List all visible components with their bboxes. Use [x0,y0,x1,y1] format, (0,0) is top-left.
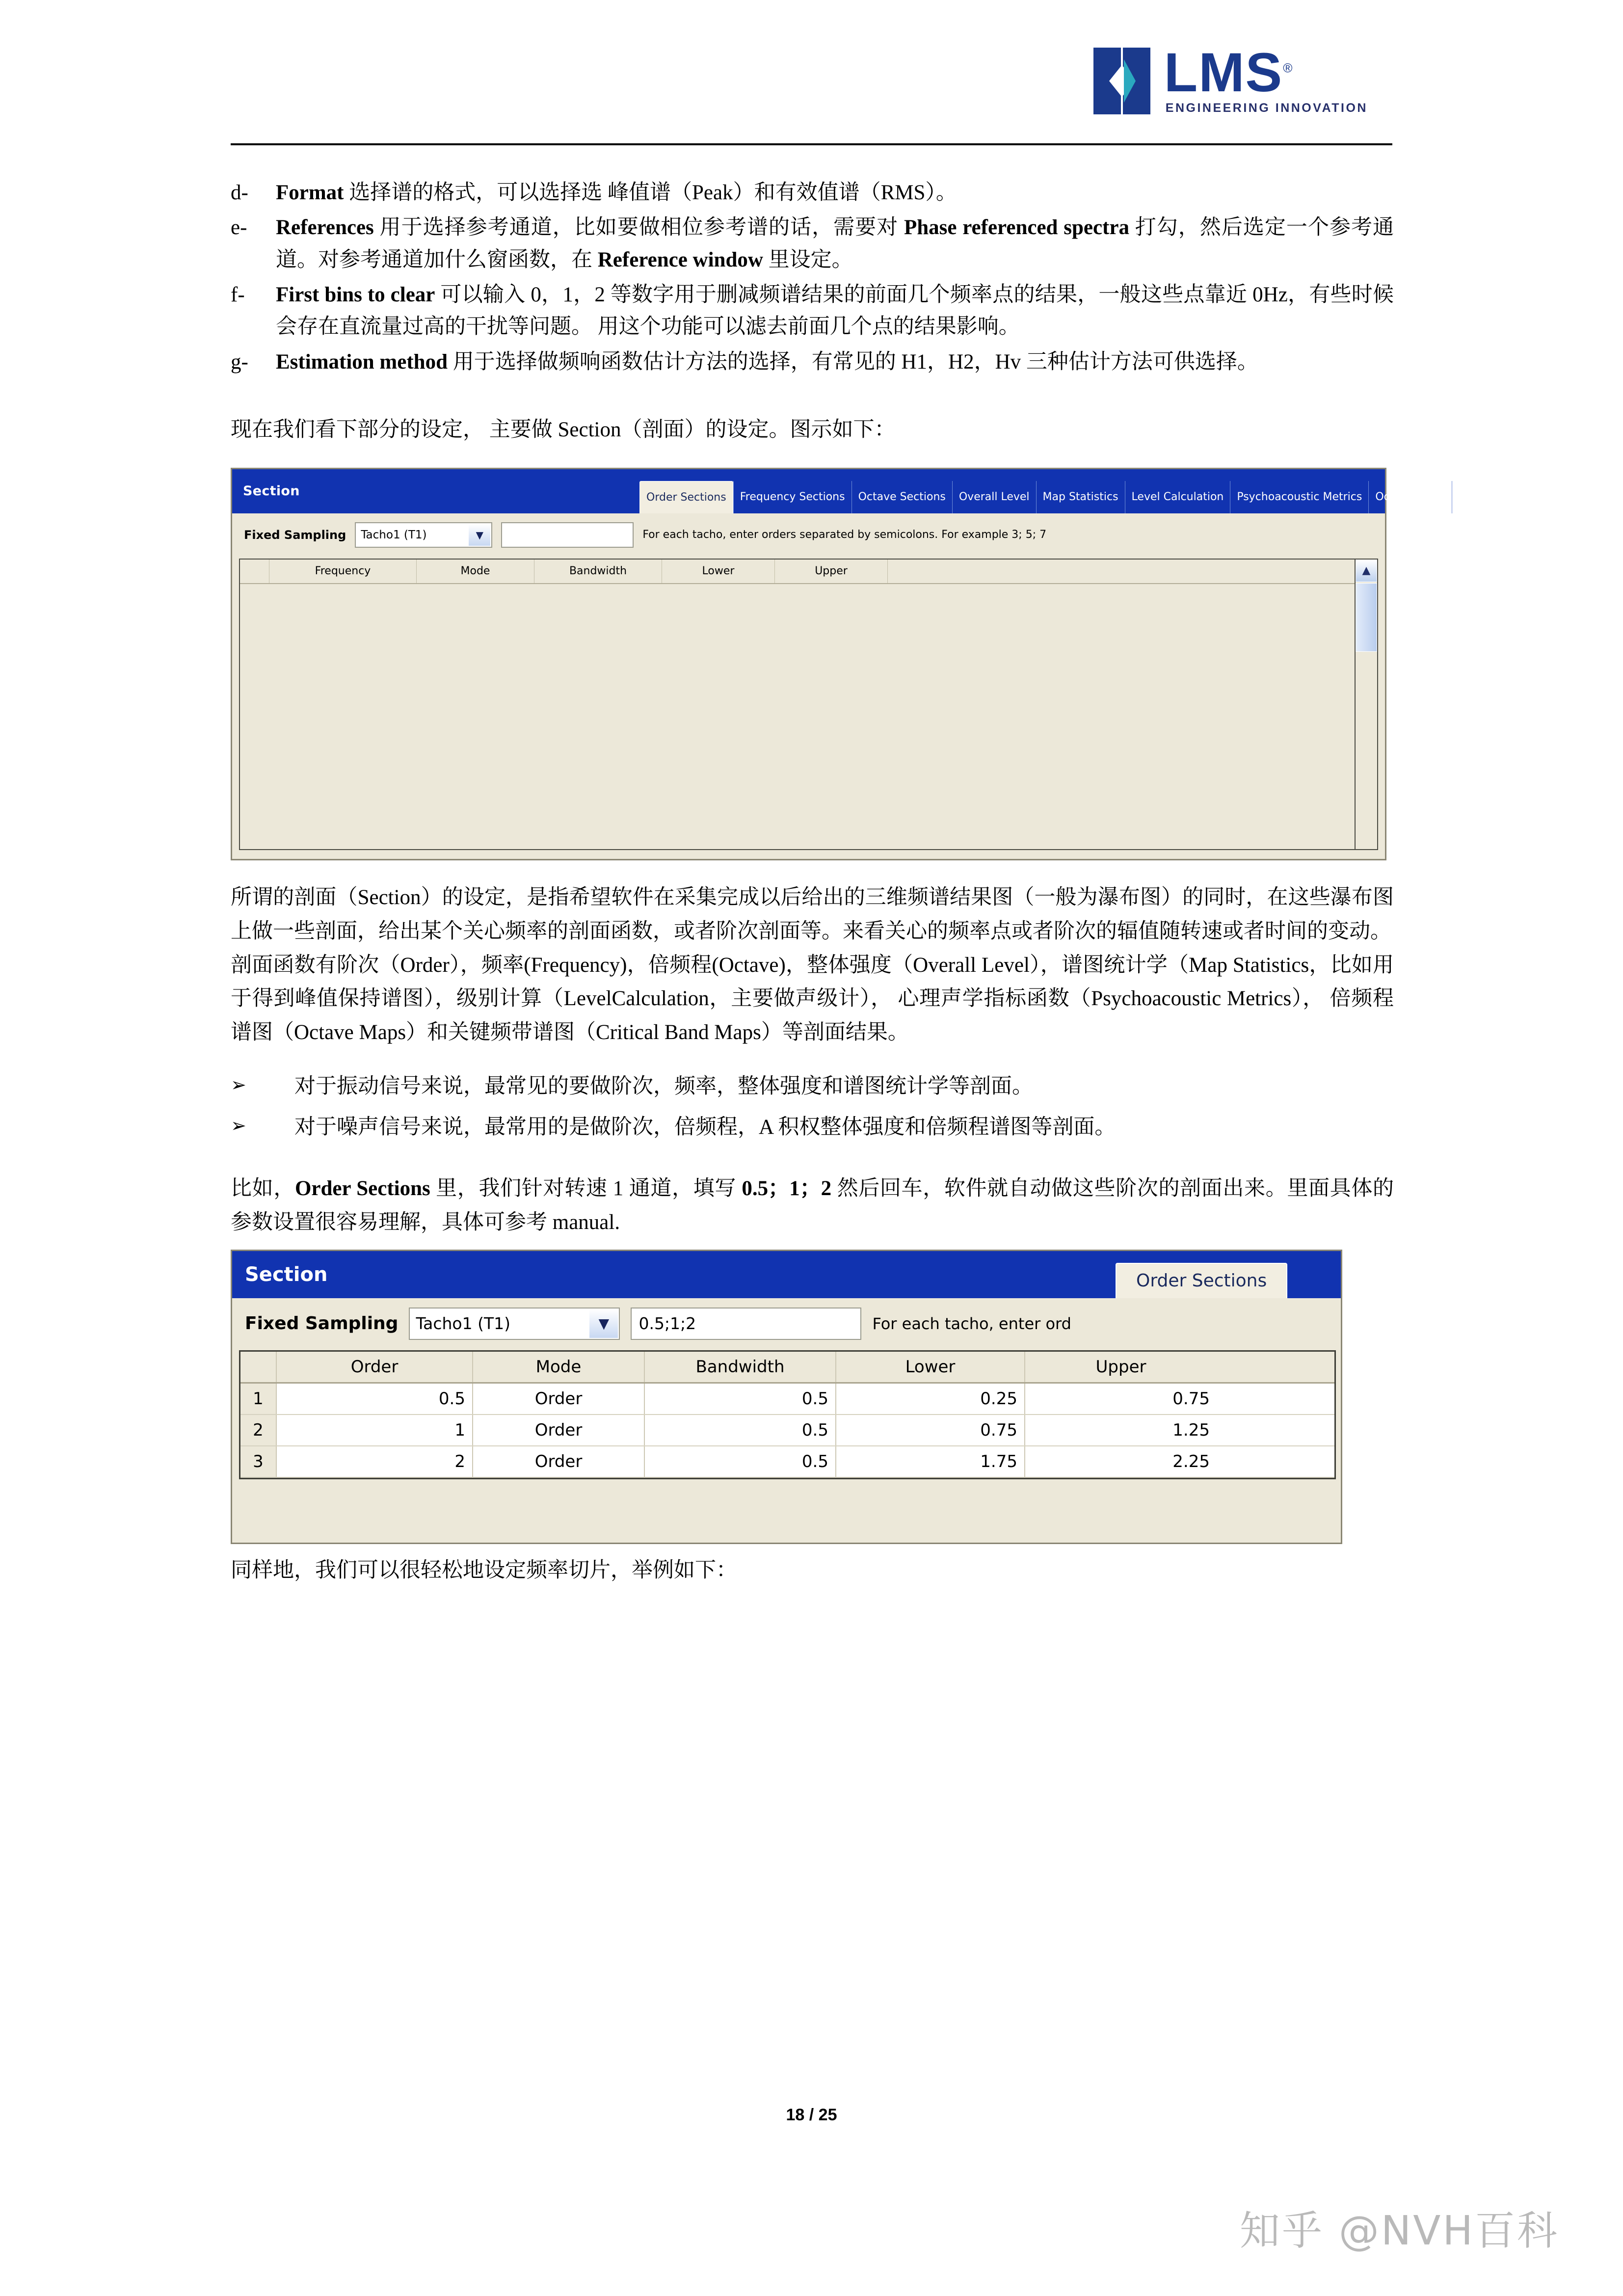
example-seg-1: Order Sections [294,1177,430,1201]
tab-octave-maps[interactable]: Octave Maps [1368,481,1452,513]
column-header-upper[interactable]: Upper [1025,1352,1217,1382]
scrollbar-thumb[interactable] [1356,583,1377,652]
cell-upper[interactable]: 1.25 [1025,1415,1217,1445]
example-seg-0: 比如， [231,1177,295,1201]
tab-order-sections[interactable]: Order Sections [639,481,733,513]
term: First bins to clear [276,283,435,307]
desc: 里设定。 [763,248,853,271]
tab-octave-sections[interactable]: Octave Sections [851,481,952,513]
tab-overall-level[interactable]: Overall Level [952,481,1036,513]
column-header-order[interactable]: Order [277,1352,473,1382]
cell-lower[interactable]: 1.75 [836,1446,1025,1477]
column-header-upper[interactable]: Upper [775,560,888,583]
scroll-up-icon[interactable]: ▲ [1356,560,1377,582]
example-paragraph [231,1172,1394,1240]
cell-bandwidth[interactable]: 0.5 [645,1415,836,1445]
arrow-bullet-icon: ➢ [231,1114,246,1136]
tab-frequency-sections[interactable]: Frequency Sections [733,481,851,513]
example-seg-4: 然后回车，软件就自动做这些阶次的剖面出来。里面具体的参数设置很容易理解，具体可参考 [231,1177,1394,1234]
list-item [231,279,1394,343]
term: References [276,216,374,240]
header-divider [231,143,1392,145]
registered-mark: ® [1283,60,1294,76]
page-number: 18 / 25 [786,2106,837,2124]
orders-input[interactable] [631,1308,861,1340]
list-item [231,212,1394,276]
table-body-empty [240,584,1355,849]
arrow-bullet-icon: ➢ [231,1073,246,1095]
list-item [231,1070,1394,1103]
desc: 用于选择做频响函数估计方法的选择，有常见的 H1，H2，Hv 三种估计方法可供选择。 [447,350,1258,374]
cell-lower[interactable]: 0.75 [836,1415,1025,1445]
term: Phase referenced spectra [904,216,1129,240]
column-header-bandwidth[interactable]: Bandwidth [645,1352,836,1382]
row-number: 1 [240,1384,277,1414]
orders-hint: For each tacho, enter ord [872,1314,1071,1333]
column-header-frequency[interactable]: Frequency [269,560,417,583]
tab-psychoacoustic-metrics[interactable]: Psychoacoustic Metrics [1230,481,1368,513]
column-header-mode[interactable]: Mode [473,1352,645,1382]
list-marker: g- [231,350,248,374]
lms-tagline: ENGINEERING INNOVATION [1165,101,1368,115]
closing-paragraph: 同样地，我们可以很轻松地设定频率切片，举例如下： [231,1558,737,1582]
dialog-title: Section [245,1263,328,1286]
tacho-select-value: Tacho1 (T1) [416,1314,511,1334]
term: Reference window [597,248,763,271]
table-header-row [240,560,1355,584]
example-seg-2: 里，我们针对转速 1 通道，填写 [430,1177,742,1201]
dialog-title: Section [243,483,300,499]
cell-lower[interactable]: 0.25 [836,1384,1025,1414]
orders-input-value: 0.5;1;2 [639,1314,696,1334]
list-item [231,346,1394,378]
sections-table [239,559,1378,850]
row-number-header [240,560,269,583]
term: Estimation method [276,350,448,374]
cell-order[interactable]: 2 [277,1446,473,1477]
list-text [276,177,1394,209]
tab-critical-band-maps[interactable]: Critical Band Maps [1452,481,1566,513]
cell-upper[interactable]: 0.75 [1025,1384,1217,1414]
example-seg-5: manual. [552,1211,620,1234]
list-text: 对于振动信号来说，最常见的要做阶次，频率，整体强度和谱图统计学等剖面。 [294,1074,1033,1098]
list-marker: d- [231,181,248,204]
section-dialog-screenshot-1 [231,468,1560,860]
chevron-down-icon[interactable]: ▼ [589,1309,618,1338]
tab-strip [639,481,1566,513]
cell-mode[interactable]: Order [473,1446,645,1477]
watermark: 知乎 @NVH百科 [1239,2208,1559,2254]
fixed-sampling-label: Fixed Sampling [244,528,346,542]
cell-bandwidth[interactable]: 0.5 [645,1446,836,1477]
document-content [231,177,1560,1588]
sections-table [239,1350,1336,1479]
list-marker: e- [231,216,247,240]
sections-grid [240,560,1355,849]
row-number: 2 [240,1415,277,1445]
tacho-select-value: Tacho1 (T1) [361,528,427,541]
lettered-list [231,177,1394,378]
list-item [231,1111,1394,1144]
arrow-list [231,1070,1394,1144]
table-row[interactable] [240,1415,1334,1446]
tab-order-sections[interactable]: Order Sections [1116,1263,1287,1298]
vertical-scrollbar[interactable] [1355,560,1377,849]
table-header-row [240,1352,1334,1384]
lms-wordmark [1164,41,1294,103]
example-seg-3: 0.5；1；2 [742,1177,832,1201]
list-text [276,212,1394,276]
cell-mode[interactable]: Order [473,1384,645,1414]
lms-wordmark-text: LMS [1164,41,1283,103]
tab-map-statistics[interactable]: Map Statistics [1036,481,1125,513]
tacho-select[interactable] [355,522,492,548]
chevron-down-icon[interactable]: ▼ [469,524,490,546]
dialog-titlebar [232,1251,1341,1298]
tacho-select[interactable] [409,1308,620,1340]
column-header-bandwidth[interactable]: Bandwidth [534,560,662,583]
list-item [231,177,1394,209]
dialog-titlebar [232,469,1560,513]
desc: 打勾，然后选定一个参考通道。对参考通道加什么窗函数，在 [276,216,1394,271]
desc: 可以输入 0，1，2 等数字用于删减频谱结果的前面几个频率点的结果，一般这些点靠近 0Hz，有些时候会存在直流量过高的干扰等问题。 用这个功能可以滤去前面几个点的结果影响。 [276,283,1394,339]
page-header [0,0,1623,147]
section-function-types-paragraph: 剖面函数有阶次（Order），频率(Frequency)，倍频程(Octave)，整体强度（Overall Level），谱图统计学（Map Statistics，比如用于得到峰值保持谱图），级别计算（LevelCalculation，主要做声级计）， 心理声学指标函数（Psychoacoustic Metrics）， 倍频程谱图（Octave Maps）和关键频带谱图（Critical Band Maps）等剖面结果。 [231,953,1394,1044]
list-text: 对于噪声信号来说，最常用的是做阶次，倍频程，A 积权整体强度和倍频程谱图等剖面。 [294,1115,1116,1139]
row-number: 3 [240,1446,277,1477]
table-row[interactable] [240,1446,1334,1478]
list-text [276,346,1394,378]
cell-mode[interactable]: Order [473,1415,645,1445]
lms-logo [1092,41,1368,115]
term: Format [276,181,344,204]
column-header-mode[interactable]: Mode [417,560,534,583]
cell-upper[interactable]: 2.25 [1025,1446,1217,1477]
column-header-lower[interactable]: Lower [836,1352,1025,1382]
row-number-header [240,1352,277,1382]
dialog-toolbar [232,1298,1341,1349]
orders-input[interactable] [501,522,634,548]
list-text [276,279,1394,343]
column-header-lower[interactable]: Lower [662,560,775,583]
tab-level-calculation[interactable]: Level Calculation [1125,481,1230,513]
desc: 用于选择参考通道，比如要做相位参考谱的话，需要对 [373,216,904,240]
cell-order[interactable]: 0.5 [277,1384,473,1414]
cell-bandwidth[interactable]: 0.5 [645,1384,836,1414]
cell-order[interactable]: 1 [277,1415,473,1445]
list-marker: f- [231,283,245,307]
desc: 选择谱的格式，可以选择选 峰值谱（Peak）和有效值谱（RMS）。 [344,181,957,204]
fixed-sampling-label: Fixed Sampling [245,1313,399,1334]
section-explanation-paragraph: 所谓的剖面（Section）的设定，是指希望软件在采集完成以后给出的三维频谱结果图（一般为瀑布图）的同时，在这些瀑布图上做一些剖面，给出某个关心频率的剖面函数，或者阶次剖面等。来看关心的频率点或者阶次的辐值随转速或者时间的变动。 [231,885,1394,943]
section-dialog-screenshot-2 [231,1250,1342,1544]
lms-logo-mark-icon [1092,47,1151,115]
dialog-toolbar [232,513,1385,557]
intro-paragraph: 现在我们看下部分的设定， 主要做 Section（剖面）的设定。图示如下： [231,418,896,442]
table-row[interactable] [240,1384,1334,1415]
orders-hint: For each tacho, enter orders separated by semicolons. For example 3; 5; 7 [642,529,1047,541]
